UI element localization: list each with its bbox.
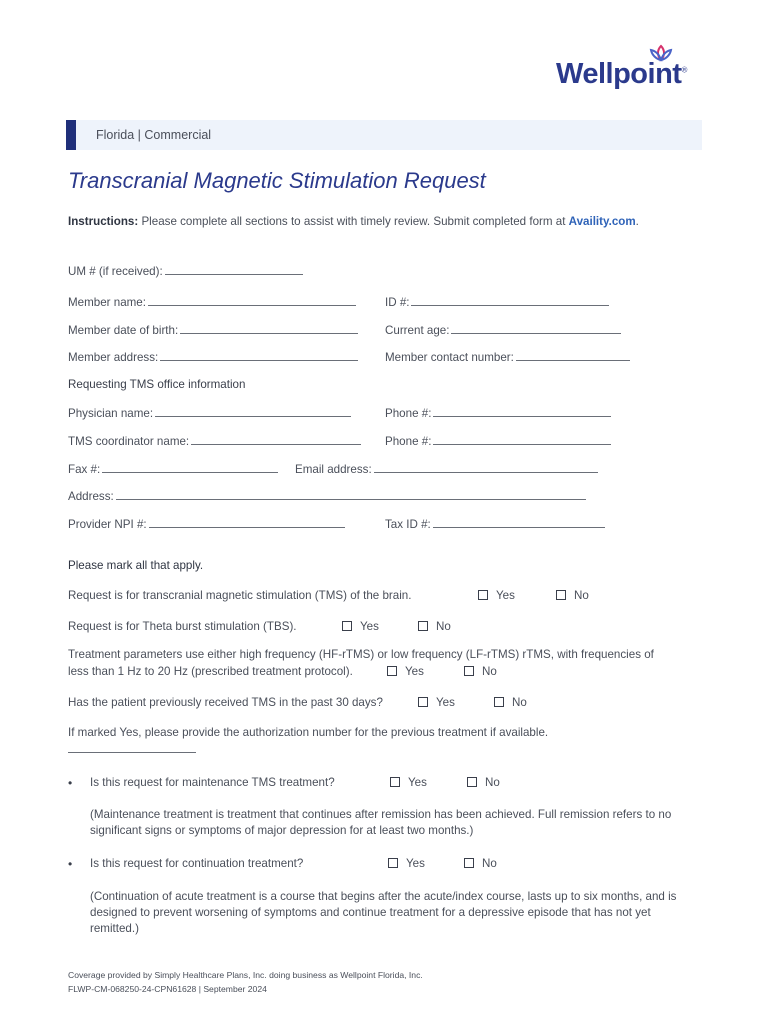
coordinator-phone-field[interactable] (385, 434, 611, 448)
q3-no[interactable] (464, 665, 497, 678)
member-name-label: Member name: (68, 296, 146, 309)
checkbox-icon[interactable] (390, 777, 400, 787)
member-address-label: Member address: (68, 351, 159, 364)
q1-yes-label: Yes (496, 589, 515, 602)
fax-field[interactable] (68, 462, 278, 476)
instructions-text: Please complete all sections to assist with timely review. Submit completed form at (138, 215, 569, 228)
q2-yes[interactable] (342, 620, 379, 633)
auth-number-input[interactable] (68, 742, 196, 753)
bullet-icon: • (68, 776, 73, 790)
q4-no-label: No (512, 696, 527, 709)
instructions-label: Instructions: (68, 215, 139, 228)
q5-text: If marked Yes, please provide the authorization number for the previous treatment if available. (68, 726, 549, 739)
checkbox-icon[interactable] (342, 621, 352, 631)
q4-yes-label: Yes (436, 696, 455, 709)
q7-yes[interactable] (388, 857, 425, 870)
q6-yes[interactable] (390, 776, 427, 789)
tax-id-label: Tax ID #: (385, 518, 431, 531)
bullet-icon: • (68, 857, 73, 871)
office-address-label: Address: (68, 490, 114, 503)
instructions-end: . (635, 215, 639, 228)
member-contact-label: Member contact number: (385, 351, 514, 364)
office-heading: Requesting TMS office information (68, 378, 246, 391)
q6-no-label: No (485, 776, 500, 789)
instructions (68, 215, 639, 228)
availity-link[interactable]: Availity.com (568, 215, 636, 228)
logo-text: Wellpoint (556, 58, 682, 90)
tax-id-field[interactable] (385, 517, 605, 531)
checkbox-icon[interactable] (467, 777, 477, 787)
region-label: Florida | Commercial (96, 128, 212, 142)
q2-no[interactable] (418, 620, 451, 633)
q3-yes[interactable] (387, 665, 424, 678)
email-field[interactable] (295, 462, 598, 476)
current-age-label: Current age: (385, 324, 450, 337)
q7-no[interactable] (464, 857, 497, 870)
coordinator-name-field[interactable] (68, 434, 361, 448)
q1-no-label: No (574, 589, 589, 602)
q4-no[interactable] (494, 696, 527, 709)
checkbox-icon[interactable] (418, 621, 428, 631)
q6-no[interactable] (467, 776, 500, 789)
member-dob-label: Member date of birth: (68, 324, 179, 337)
checkbox-icon[interactable] (494, 697, 504, 707)
checkbox-icon[interactable] (388, 858, 398, 868)
member-dob-field[interactable] (68, 323, 358, 337)
footer (68, 968, 423, 996)
q3-yes-label: Yes (405, 665, 424, 678)
member-id-field[interactable] (385, 295, 609, 309)
q7-note: (Continuation of acute treatment is a course that begins after the acute/index course, lasts up to six months, and is designed to prevent worsening of symptoms and continue treatment for a depressive episode that has not yet remitted.) (90, 890, 677, 935)
member-id-label: ID #: (385, 296, 410, 309)
checkbox-icon[interactable] (464, 858, 474, 868)
physician-phone-label: Phone #: (385, 407, 432, 420)
footer-form-id: FLWP-CM-068250-24-CPN61628 | September 2024 (68, 984, 267, 994)
physician-name-label: Physician name: (68, 407, 154, 420)
registered-mark: ® (681, 65, 687, 75)
q7-text: Is this request for continuation treatment? (90, 857, 304, 870)
member-name-field[interactable] (68, 295, 356, 309)
current-age-field[interactable] (385, 323, 621, 337)
q4-yes[interactable] (418, 696, 455, 709)
coordinator-name-label: TMS coordinator name: (68, 435, 190, 448)
um-label: UM # (if received): (68, 265, 163, 278)
um-field[interactable] (68, 264, 303, 278)
coordinator-phone-label: Phone #: (385, 435, 432, 448)
region-accent (66, 120, 76, 150)
checkbox-icon[interactable] (464, 666, 474, 676)
physician-phone-field[interactable] (385, 406, 611, 420)
checkbox-icon[interactable] (387, 666, 397, 676)
q2-text: Request is for Theta burst stimulation (TBS). (68, 620, 297, 633)
q7-yes-label: Yes (406, 857, 425, 870)
q6-note: (Maintenance treatment is treatment that continues after remission has been achieved. Full remission refers to no significant signs or symptoms of major depression for at least two months.) (90, 808, 672, 837)
questions-heading: Please mark all that apply. (68, 559, 204, 572)
q3-no-label: No (482, 665, 497, 678)
email-label: Email address: (295, 463, 372, 476)
q1-no[interactable] (556, 589, 589, 602)
q4-text: Has the patient previously received TMS in the past 30 days? (68, 696, 383, 709)
q1-text: Request is for transcranial magnetic stimulation (TMS) of the brain. (68, 589, 412, 602)
page-title: Transcranial Magnetic Stimulation Request (68, 168, 486, 193)
footer-coverage: Coverage provided by Simply Healthcare Plans, Inc. doing business as Wellpoint Florida, Inc. (68, 970, 423, 980)
provider-npi-field[interactable] (68, 517, 345, 531)
checkbox-icon[interactable] (478, 590, 488, 600)
q7-no-label: No (482, 857, 497, 870)
member-address-field[interactable] (68, 350, 358, 364)
physician-name-field[interactable] (68, 406, 351, 420)
q2-yes-label: Yes (360, 620, 379, 633)
q3-text-line2: less than 1 Hz to 20 Hz (prescribed treatment protocol). (68, 665, 353, 678)
q3-text-line1: Treatment parameters use either high frequency (HF-rTMS) or low frequency (LF-rTMS) rTMS, with frequencies of (68, 648, 654, 661)
checkbox-icon[interactable] (418, 697, 428, 707)
q6-yes-label: Yes (408, 776, 427, 789)
region-bar (66, 120, 702, 150)
fax-label: Fax #: (68, 463, 101, 476)
provider-npi-label: Provider NPI #: (68, 518, 147, 531)
q6-text: Is this request for maintenance TMS treatment? (90, 776, 335, 789)
checkbox-icon[interactable] (556, 590, 566, 600)
member-contact-field[interactable] (385, 350, 630, 364)
office-address-field[interactable] (68, 489, 586, 503)
q1-yes[interactable] (478, 589, 515, 602)
q2-no-label: No (436, 620, 451, 633)
wellpoint-logo (556, 46, 706, 96)
